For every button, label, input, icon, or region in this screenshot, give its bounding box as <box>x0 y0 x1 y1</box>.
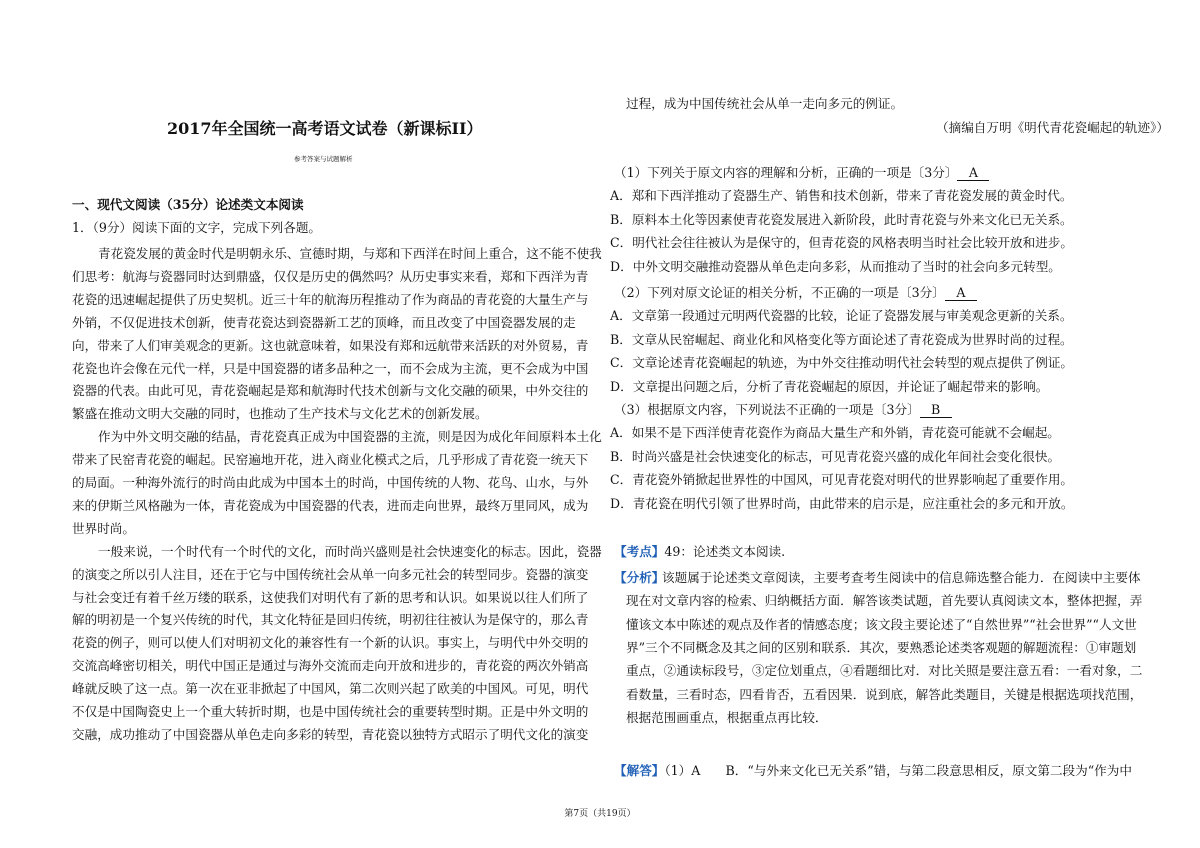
fenxi-line: 界”三个不同概念及其之间的区别和联系．其次，要熟悉论述类客观题的解题流程：①审题划 <box>626 639 1137 655</box>
passage-line: 外销，不仅促进技术创新，使青花瓷达到瓷器新工艺的顶峰，而且改变了中国瓷器发展的走 <box>72 314 576 330</box>
question-3-stem <box>614 401 952 419</box>
passage-line: 繁盛在推动文明大交融的同时，也推动了生产技术与文化艺术的创新发展。 <box>72 406 488 422</box>
option-line: D．中外文明交融推动瓷器从单色走向多彩，从而推动了当时的社会向多元转型。 <box>610 258 1061 274</box>
fenxi-line: 看数量，三看时态，四看肯否，五看因果．说到底，解答此类题目，关键是根据选项找范围， <box>626 686 1143 702</box>
passage-line: 世界时尚。 <box>72 520 135 536</box>
fenxi-label: 【分析】 <box>614 570 665 585</box>
kaodian-text: 49：论述类文本阅读. <box>664 544 786 559</box>
option-line: C．文章论述青花瓷崛起的轨迹，为中外交往推动明代社会转型的观点提供了例证。 <box>610 355 1074 370</box>
jieda-line <box>614 762 1132 780</box>
option-line: B．时尚兴盛是社会快速变化的标志，可见青花瓷兴盛的成化年间社会变化很快。 <box>610 448 1061 464</box>
kaodian-label: 【考点】 <box>614 544 665 559</box>
passage-line: 瓷器的代表。由此可见，青花瓷崛起是郑和航海时代技术创新与文化交融的硕果，中外交往的 <box>72 383 589 399</box>
passage-line: 一般来说，一个时代有一个时代的文化，而时尚兴盛则是社会快速变化的标志。因此，瓷器 <box>98 543 602 559</box>
fenxi-line: 根据范围画重点，根据重点再比较． <box>626 709 828 725</box>
option-line: C．青花瓷外销掀起世界性的中国风，可见青花瓷对明代的世界影响起了重要作用。 <box>610 472 1074 487</box>
passage-source: （摘编自万明《明代青花瓷崛起的轨迹》） <box>936 120 1169 135</box>
option-line: A．郑和下西洋推动了瓷器生产、销售和技术创新，带来了青花瓷发展的黄金时代。 <box>610 188 1073 203</box>
fenxi-line: 现在对文章内容的检索、归纳概括方面．解答该类试题，首先要认真阅读文本，整体把握，弄 <box>626 593 1143 609</box>
passage-line: 交流高峰密切相关，明代中国正是通过与海外交流而走向开放和进步的，青花瓷的两次外销高 <box>72 658 589 674</box>
option-line: B．原料本土化等因素使青花瓷发展进入新阶段，此时青花瓷与外来文化已无关系。 <box>610 211 1073 227</box>
fenxi-line: 懂该文本中陈述的观点及作者的情感态度；该文段主要论述了“自然世界”“社会世界”“人文世 <box>626 616 1137 632</box>
jieda-text: （1）A B．“与外来文化已无关系”错，与第二段意思相反，原文第二段为“作为中 <box>664 763 1132 778</box>
option-line: A．如果不是下西洋使青花瓷作为商品大量生产和外销，青花瓷可能就不会崛起。 <box>610 425 1060 440</box>
passage-line: 花瓷也许会像在元代一样，只是中国瓷器的诸多品种之一，而不会成为主流，更不会成为中国 <box>72 360 589 376</box>
question-3-text: （3）根据原文内容，下列说法不正确的一项是〔3分〕 <box>614 402 920 417</box>
question-1-stem <box>614 164 989 182</box>
kaodian-line <box>614 543 785 561</box>
question-2-text: （2）下列对原文论证的相关分析，不正确的一项是〔3分〕 <box>614 285 945 300</box>
question-intro: 1．（9分）阅读下面的文字，完成下列各题。 <box>72 220 322 235</box>
option-line: D．青花瓷在明代引领了世界时尚，由此带来的启示是，应注重社会的多元和开放。 <box>610 495 1074 511</box>
passage-line: 的局面。一种海外流行的时尚由此成为中国本土的时尚，中国传统的人物、花鸟、山水，与外 <box>72 475 589 490</box>
option-line: B．文章从民窑崛起、商业化和风格变化等方面论述了青花瓷成为世界时尚的过程。 <box>610 331 1073 347</box>
passage-line: 的演变之所以引人注目，还在于它与中国传统社会从单一向多元社会的转型同步。瓷器的演变 <box>72 566 589 582</box>
passage-line: 与社会变迁有着千丝万缕的联系，这使我们对明代有了新的思考和认识。如果说以往人们所了 <box>72 589 589 605</box>
question-1-answer: A <box>957 166 989 181</box>
option-line: A．文章第一段通过元明两代瓷器的比较，论证了瓷器发展与审美观念更新的关系。 <box>610 308 1073 323</box>
passage-line: 花瓷的例子，则可以使人们对明初文化的兼容性有一个新的认识。事实上，与明代中外交明的 <box>72 635 589 651</box>
option-line: D．文章提出问题之后，分析了青花瓷崛起的原因，并论证了崛起带来的影响。 <box>610 378 1049 394</box>
page-subtitle: 参考答案与试题解析 <box>294 155 353 163</box>
option-line: C．明代社会往往被认为是保守的，但青花瓷的风格表明当时社会比较开放和进步。 <box>610 235 1074 250</box>
jieda-label: 【解答】 <box>614 763 665 778</box>
passage-line: 峰就反映了这一点。第一次在亚非掀起了中国风，第二次则兴起了欧美的中国风。可见，明代 <box>72 681 589 697</box>
question-3-answer: B <box>920 403 952 418</box>
question-2-stem <box>614 284 977 302</box>
page-footer: 第7页（共19页） <box>564 809 636 819</box>
passage-line: 向，带来了人们审美观念的更新。这也就意味着，如果没有郑和远航带来活跃的对外贸易，青 <box>72 337 589 353</box>
passage-line: 花瓷的迅速崛起提供了历史契机。近三十年的航海历程推动了作为商品的青花瓷的大量生产与 <box>72 291 589 307</box>
passage-end-line: 过程，成为中国传统社会从单一走向多元的例证。 <box>626 96 904 111</box>
passage-line: 来的伊斯兰风格融为一体，青花瓷成为中国瓷器的代表，进而走向世界，最终万里同风，成为 <box>72 497 589 513</box>
passage-line: 青花瓷发展的黄金时代是明朝永乐、宣德时期，与郑和下西洋在时间上重合，这不能不使我 <box>98 246 602 261</box>
fenxi-line: 该题属于论述类文章阅读，主要考查考生阅读中的信息筛选整合能力．在阅读中主要体 <box>662 570 1141 585</box>
passage-line: 们思考：航海与瓷器同时达到鼎盛，仅仅是历史的偶然吗？从历史事实来看，郑和下西洋为青 <box>72 268 589 284</box>
section-heading: 一、现代文阅读（35分）论述类文本阅读 <box>72 197 304 212</box>
passage-line: 带来了民窑青花瓷的崛起。民窑遍地开花，进入商业化模式之后，几乎形成了青花瓷一统天下 <box>72 452 589 468</box>
passage-line: 作为中外文明交融的结晶，青花瓷真正成为中国瓷器的主流，则是因为成化年间原料本土化 <box>98 429 602 445</box>
passage-line: 解的明初是一个复兴传统的时代，其文化特征是回归传统，明初往往被认为是保守的，那么青 <box>72 612 589 628</box>
fenxi-line: 重点，②通读标段号，③定位划重点，④看题细比对．对比关照是要注意五看：一看对象，二 <box>626 663 1143 679</box>
passage-line: 交融，成功推动了中国瓷器从单色走向多彩的转型，青花瓷以独特方式昭示了明代文化的演变 <box>72 726 589 742</box>
passage-line: 不仅是中国陶瓷史上一个重大转折时期，也是中国传统社会的重要转型时期。正是中外文明的 <box>72 704 589 719</box>
question-1-text: （1）下列关于原文内容的理解和分析，正确的一项是〔3分〕 <box>614 165 958 180</box>
question-2-answer: A <box>945 286 977 301</box>
page-title: 2017年全国统一高考语文试卷（新课标II） <box>167 119 483 138</box>
